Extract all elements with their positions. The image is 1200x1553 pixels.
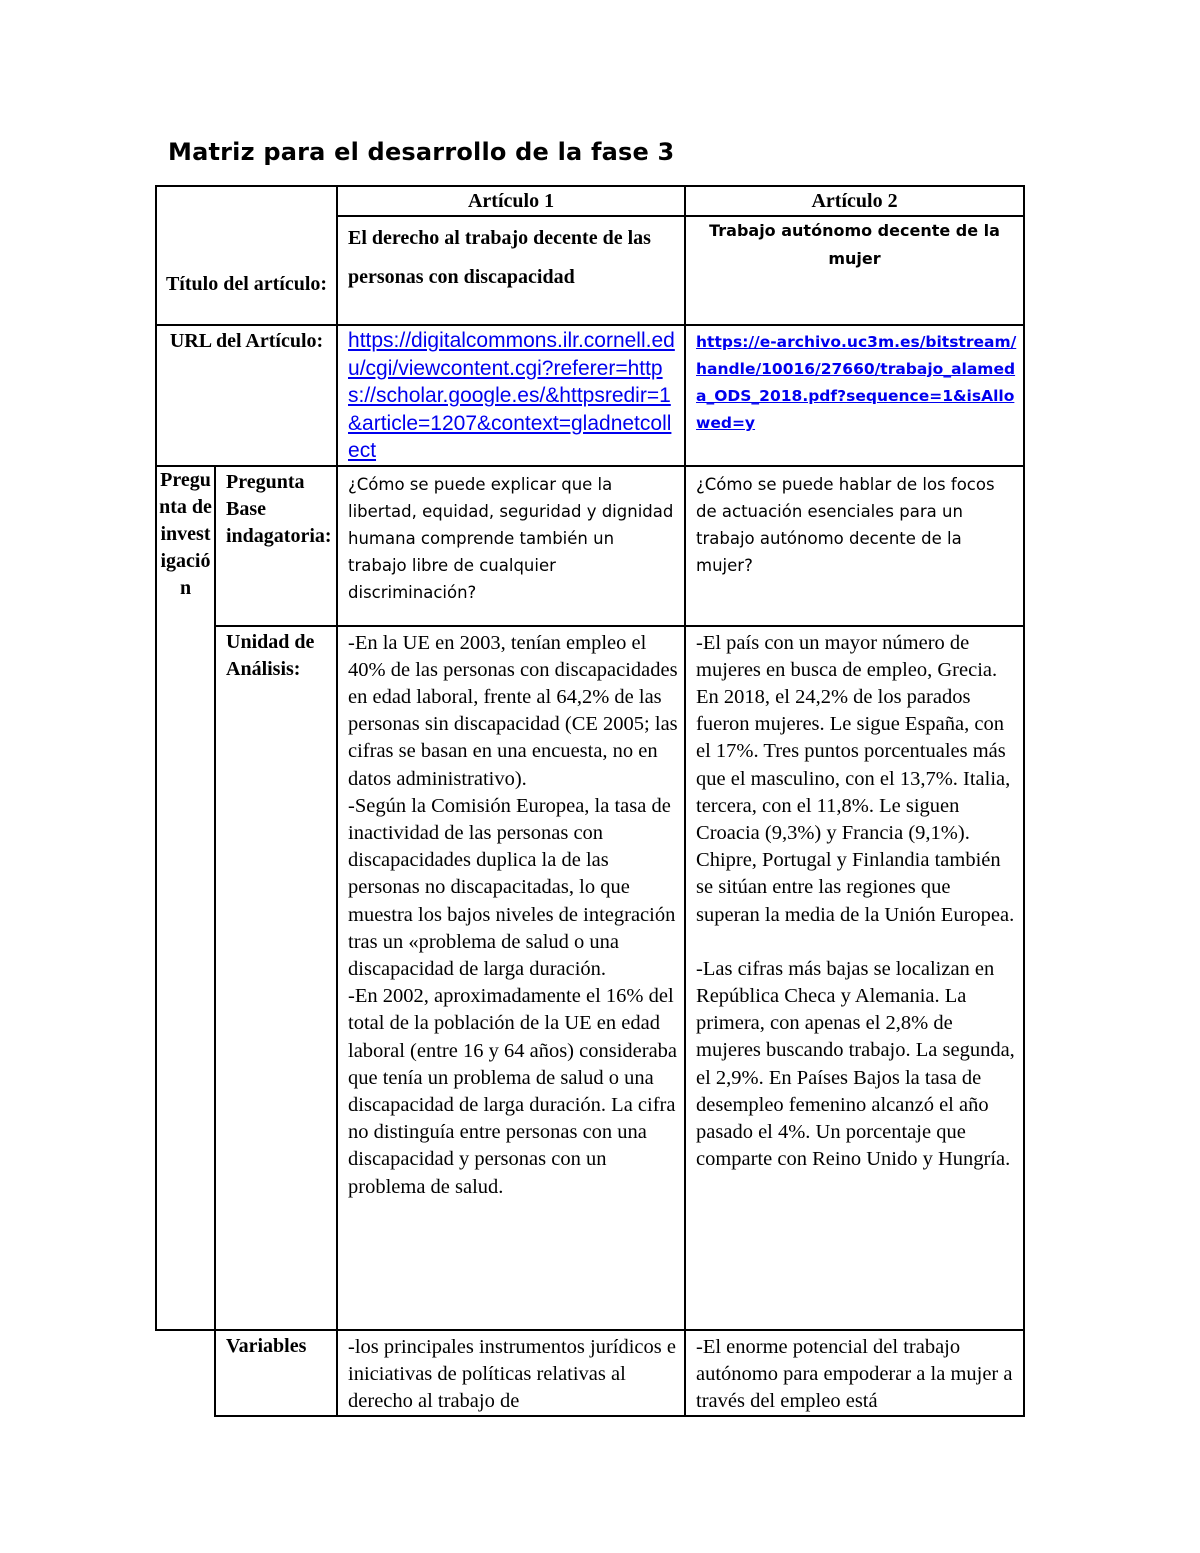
question-row: [156, 466, 1024, 626]
question-row-label: Pregunta Base indagatoria:: [215, 466, 337, 626]
article1-url-link[interactable]: https://digitalcommons.ilr.cornell.edu/cgi/viewcontent.cgi?referer=https://scholar.google.es/&httpsredir=1&article=1207&context=gladnetcollect: [337, 325, 685, 466]
article1-variables: -los principales instrumentos jurídicos e iniciativas de políticas relativas al derecho al trabajo de: [337, 1330, 685, 1417]
title-row-label: Título del artículo:: [156, 186, 337, 325]
variables-row-label: Variables: [215, 1330, 337, 1417]
article1-question: ¿Cómo se puede explicar que la libertad, equidad, seguridad y dignidad humana comprende también un trabajo libre de cualquier discriminación?: [337, 466, 685, 626]
article2-url-link[interactable]: https://e-archivo.uc3m.es/bitstream/handle/10016/27660/trabajo_alameda_ODS_2018.pdf?sequence=1&isAllowed=y: [685, 325, 1024, 466]
url-row: [156, 325, 1024, 466]
article1-unit-paragraph: -Según la Comisión Europea, la tasa de inactividad de las personas con discapacidades duplica la de las personas no discapacitadas, lo que muestra los bajos niveles de integración tras un «problema de salud o una discapacidad de larga duración.: [348, 794, 676, 980]
variables-row: [156, 1330, 1024, 1417]
research-question-side-label: [156, 466, 215, 1330]
article2-unit-paragraph: -Las cifras más bajas se localizan en República Checa y Alemania. La primera, con apenas el 2,8% de mujeres buscando trabajo. La segunda, el 2,9%. En Países Bajos la tasa de desempleo femenino alcanzó el año pasado el 4%. Un porcentaje que comparte con Reino Unido y Hungría.: [696, 957, 1015, 1171]
article1-header: Artículo 1: [337, 186, 685, 216]
article1-unit-analysis: [337, 626, 685, 1330]
url-row-label: URL del Artículo:: [156, 325, 337, 466]
article2-unit-paragraph: -El país con un mayor número de mujeres en busca de empleo, Grecia. En 2018, el 24,2% de los parados fueron mujeres. Le sigue España, con el 17%. Tres puntos porcentuales más que el masculino, con el 13,7%. Italia, tercera, con el 11,8%. Le siguen Croacia (9,3%) y Francia (9,1%). Chipre, Portugal y Finlandia también se sitúan entre las regiones que superan la media de la Unión Europea.: [696, 631, 1015, 926]
page-title: Matriz para el desarrollo de la fase 3: [168, 138, 675, 166]
header-row: [156, 186, 1024, 216]
research-matrix-table: [155, 185, 1025, 1417]
article2-title: Trabajo autónomo decente de la mujer: [685, 216, 1024, 325]
article1-title: El derecho al trabajo decente de las personas con discapacidad: [337, 216, 685, 325]
article2-question: ¿Cómo se puede hablar de los focos de actuación esenciales para un trabajo autónomo decente de la mujer?: [685, 466, 1024, 626]
unit-row-label: Unidad de Análisis:: [215, 626, 337, 1330]
article2-header: Artículo 2: [685, 186, 1024, 216]
article2-unit-analysis: [685, 626, 1024, 1330]
article1-unit-paragraph: -En 2002, aproximadamente el 16% del total de la población de la UE en edad laboral (entre 16 y 64 años) consideraba que tenía un problema de salud o una discapacidad de larga duración. La cifra no distinguía entre personas con una discapacidad y personas con un problema de salud.: [348, 985, 678, 1198]
side-blank-cell: [156, 1330, 215, 1417]
article1-unit-paragraph: -En la UE en 2003, tenían empleo el 40% de las personas con discapacidades en edad laboral, frente al 64,2% de las personas sin discapacidad (CE 2005; las cifras se basan en una encuesta, no en datos administrativo).: [348, 631, 678, 790]
article2-variables: -El enorme potencial del trabajo autónomo para empoderar a la mujer a través del empleo está: [685, 1330, 1024, 1417]
unit-row: [156, 626, 1024, 1330]
side-label-text: Pregunta de investigación: [159, 468, 212, 599]
